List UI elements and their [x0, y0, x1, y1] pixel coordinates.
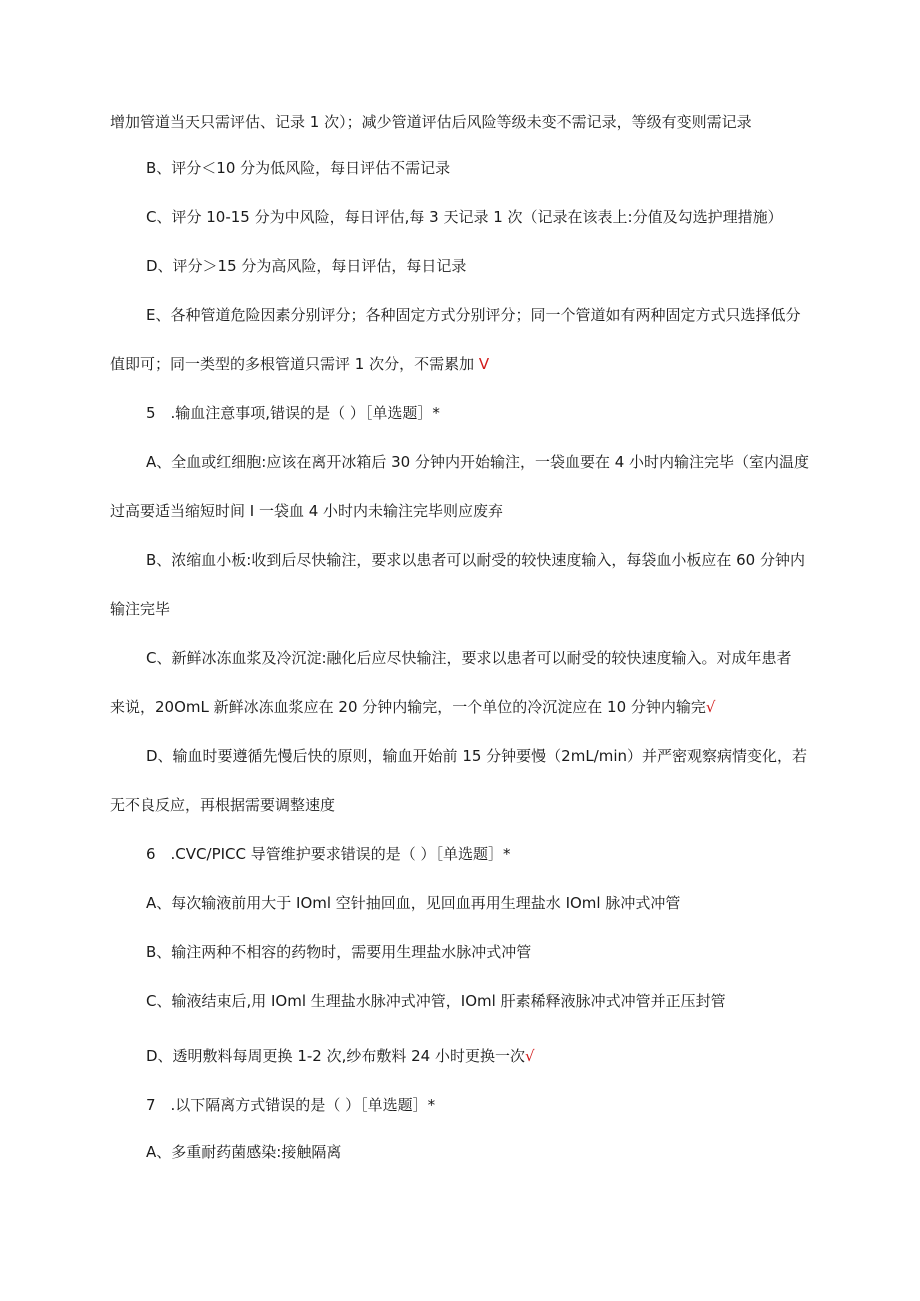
option-line: C、评分 10-15 分为中风险，每日评估,每 3 天记录 1 次（记录在该表上:分值及勾选护理措施）: [146, 208, 783, 226]
option-line: B、浓缩血小板:收到后尽快输注，要求以患者可以耐受的较快速度输入，每袋血小板应在 60 分钟内: [146, 551, 805, 569]
text-line: 来说，20OmL 新鲜冰冻血浆应在 20 分钟内输完，一个单位的冷沉淀应在 10 分钟内输完√: [110, 698, 716, 716]
question-title: 6 .CVC/PICC 导管维护要求错误的是（ ）［单选题］*: [146, 845, 511, 863]
option-line: E、各种管道危险因素分别评分；各种固定方式分别评分；同一个管道如有两种固定方式只选择低分: [146, 306, 801, 324]
option-line: B、输注两种不相容的药物时，需要用生理盐水脉冲式冲管: [146, 943, 532, 961]
option-line: D、透明敷料每周更换 1-2 次,纱布敷料 24 小时更换一次√: [146, 1047, 535, 1065]
option-line: A、全血或红细胞:应该在离开冰箱后 30 分钟内开始输注，一袋血要在 4 小时内输注完毕（室内温度: [146, 453, 810, 471]
option-line: D、输血时要遵循先慢后快的原则，输血开始前 15 分钟要慢（2mL/min）并严密观察病情变化，若: [146, 747, 808, 765]
option-line: C、新鲜冰冻血浆及冷沉淀:融化后应尽快输注，要求以患者可以耐受的较快速度输入。对成年患者: [146, 649, 792, 667]
question-title: 5 .输血注意事项,错误的是（ ）［单选题］*: [146, 404, 440, 422]
option-line: C、输液结束后,用 IOml 生理盐水脉冲式冲管，IOml 肝素稀释液脉冲式冲管并正压封管: [146, 992, 726, 1010]
option-line: A、每次输液前用大于 IOml 空针抽回血，见回血再用生理盐水 IOml 脉冲式冲管: [146, 894, 681, 912]
option-line: A、多重耐药菌感染:接触隔离: [146, 1143, 342, 1161]
text-line: 增加管道当天只需评估、记录 1 次）；减少管道评估后风险等级未变不需记录，等级有变则需记录: [110, 113, 752, 131]
text-line: 无不良反应，再根据需要调整速度: [110, 796, 336, 814]
answer-check-mark: √: [524, 1047, 535, 1065]
text-line: 输注完毕: [110, 600, 171, 618]
answer-check-mark: √: [705, 698, 716, 716]
text-line: 值即可；同一类型的多根管道只需评 1 次分，不需累加 V: [110, 355, 490, 373]
answer-check-mark: V: [478, 355, 490, 373]
question-title: 7 .以下隔离方式错误的是（ ）［单选题］*: [146, 1096, 436, 1114]
option-line: D、评分＞15 分为高风险，每日评估，每日记录: [146, 257, 467, 275]
text-line: 过高要适当缩短时间 I 一袋血 4 小时内未输注完毕则应废弃: [110, 502, 504, 520]
option-line: B、评分＜10 分为低风险，每日评估不需记录: [146, 159, 451, 177]
